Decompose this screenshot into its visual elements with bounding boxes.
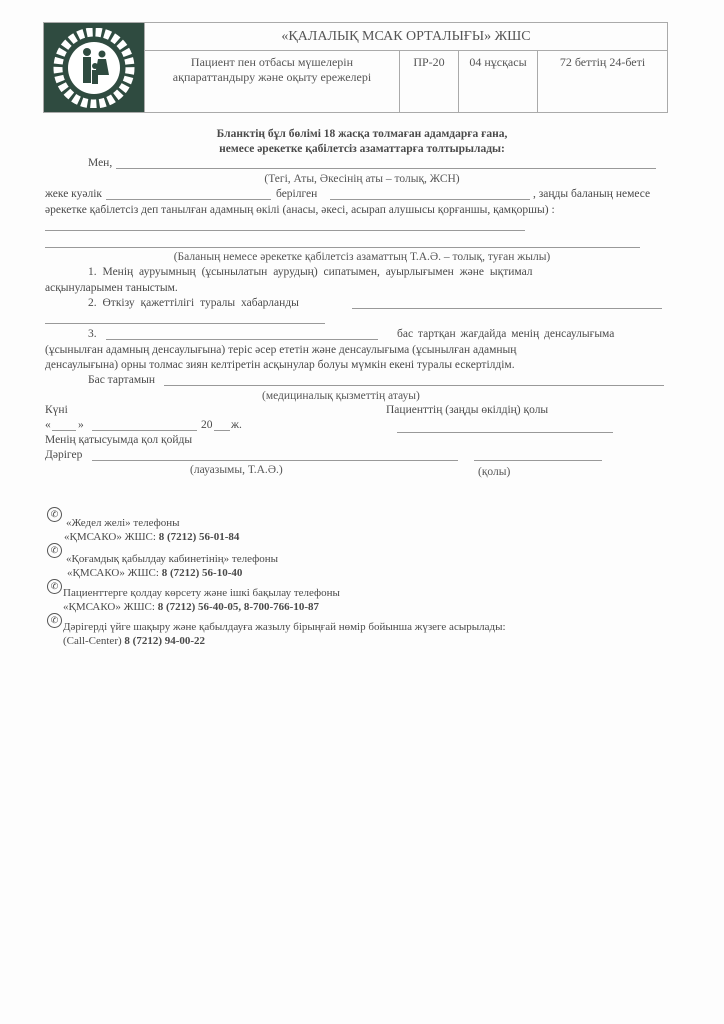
full-name-field[interactable] [116, 168, 656, 169]
date-day-close: » [78, 419, 84, 431]
document-title [144, 51, 399, 112]
date-day-open: « [45, 419, 51, 431]
contact-label: «Қоғамдық қабылдау кабинетінің» телефоны [66, 553, 279, 565]
contact-number: 8 (7212) 94-00-22 [124, 635, 206, 647]
contact-number-line [63, 600, 319, 614]
phone-icon: ✆ [47, 613, 62, 628]
document-code: ПР-20 [399, 51, 458, 112]
form-heading-line1: Бланктің бұл бөлімі 18 жасқа толмаған адамдарға ғана, [216, 128, 508, 140]
item3-num: 3. [88, 328, 97, 340]
contact-org: «ҚМСАКО» ЖШС: [67, 567, 159, 579]
contact-number: 8 (7212) 56-01-84 [158, 531, 240, 543]
contact-org: «ҚМСАКО» ЖШС: [63, 601, 155, 613]
item1-line1: 1. Менің ауруымның (ұсынылатын аурудың) сипатымен, ауырлығымен және ықтимал [88, 266, 533, 278]
item2-label: 2. Өткізу қажеттілігі туралы хабарланды [88, 297, 299, 309]
date-month-field[interactable] [92, 430, 197, 431]
year-suffix: ж. [231, 419, 242, 431]
hint-child: (Баланың немесе әрекетке қабілетсіз азаматтың Т.А.Ә. – толық, туған жылы) [173, 251, 551, 263]
legal-rep-tail: , заңды баланың немесе [533, 188, 651, 200]
issued-label: берілген [276, 188, 318, 200]
doctor-name-field[interactable] [92, 460, 458, 461]
refuse-field[interactable] [164, 385, 664, 386]
item3-field[interactable] [106, 339, 378, 340]
legal-rep-text: әрекетке қабілетсіз деп танылған адамның өкілі (анасы, әкесі, асырап алушысы қорғаншы, қамқоршы) : [45, 204, 555, 216]
family-logo-icon [52, 28, 136, 108]
doctor-signature-field[interactable] [474, 460, 602, 461]
patient-signature-label: Пациенттің (заңды өкілдің) қолы [386, 404, 549, 416]
contact-number-line [64, 530, 239, 544]
phone-icon: ✆ [47, 507, 62, 522]
organization-logo [44, 23, 144, 112]
representative-field[interactable] [45, 230, 525, 231]
patient-signature-field[interactable] [397, 432, 613, 433]
phone-icon: ✆ [47, 543, 62, 558]
phone-icon: ✆ [47, 579, 62, 594]
document-title-line: Пациент пен отбасы мүшелерін [190, 55, 354, 69]
date-label: Күні [45, 404, 68, 416]
id-card-field[interactable] [106, 199, 271, 200]
contact-number: 8 (7212) 56-40-05, 8-700-766-10-87 [157, 601, 320, 613]
hint-position: (лауазымы, Т.А.Ә.) [190, 464, 283, 476]
contact-org: «ҚМСАКО» ЖШС: [64, 531, 156, 543]
child-name-field[interactable] [45, 247, 640, 248]
date-year-field[interactable] [214, 430, 230, 431]
document-version: 04 нұсқасы [458, 51, 537, 112]
year-prefix: 20 [201, 419, 213, 431]
contact-label: «Жедел желі» телефоны [66, 517, 180, 529]
item3-line3: денсаулығына) орны толмас зиян келтіретін асқынулар болуы мүмкін екені туралы ескертілдім. [45, 359, 515, 371]
hint-service: (медициналық қызметтің атауы) [262, 390, 420, 402]
organization-name: «ҚАЛАЛЫҚ МСАК ОРТАЛЫҒЫ» ЖШС [144, 23, 667, 51]
signed-in-presence: Менің қатысуымда қол қойды [45, 434, 193, 446]
contact-number: 8 (7212) 56-10-40 [161, 567, 243, 579]
contact-org: (Call-Center) [63, 635, 122, 647]
form-heading-line2: немесе әрекетке қабілетсіз азаматтарға толтырылады: [219, 143, 505, 155]
hint-name: (Тегі, Аты, Әкесінің аты – толық, ЖСН) [264, 173, 460, 185]
refuse-label: Бас тартамын [88, 374, 155, 386]
men-label: Мен, [88, 157, 113, 169]
item3-line2: (ұсынылған адамның денсаулығына) теріс әсер ететін және денсаулығыма (ұсынылған адамның [45, 344, 517, 356]
item1-line2: асқынуларымен таныстым. [45, 282, 178, 294]
issued-field[interactable] [330, 199, 530, 200]
date-day-field[interactable] [52, 430, 76, 431]
item2-field[interactable] [352, 308, 662, 309]
document-title-line: ақпараттандыру және оқыту ережелері [172, 70, 372, 84]
contact-number-line [67, 566, 242, 580]
contact-number-line [63, 634, 205, 648]
item3-line1: бас тартқан жағдайда менің денсаулығыма [397, 328, 615, 340]
hint-signature: (қолы) [478, 466, 511, 478]
contact-label: Пациенттерге қолдау көрсету және ішкі бақылау телефоны [63, 587, 340, 599]
page-number: 72 беттің 24-беті [537, 51, 667, 112]
item2-field-cont[interactable] [45, 323, 325, 324]
document-header [43, 22, 668, 113]
contact-label: Дәрігерді үйге шақыру және қабылдауға жазылу бірыңғай нөмір бойынша жүзеге асырылады: [63, 621, 506, 633]
id-card-label: жеке куәлік [45, 188, 102, 200]
doctor-label: Дәрігер [45, 449, 83, 461]
